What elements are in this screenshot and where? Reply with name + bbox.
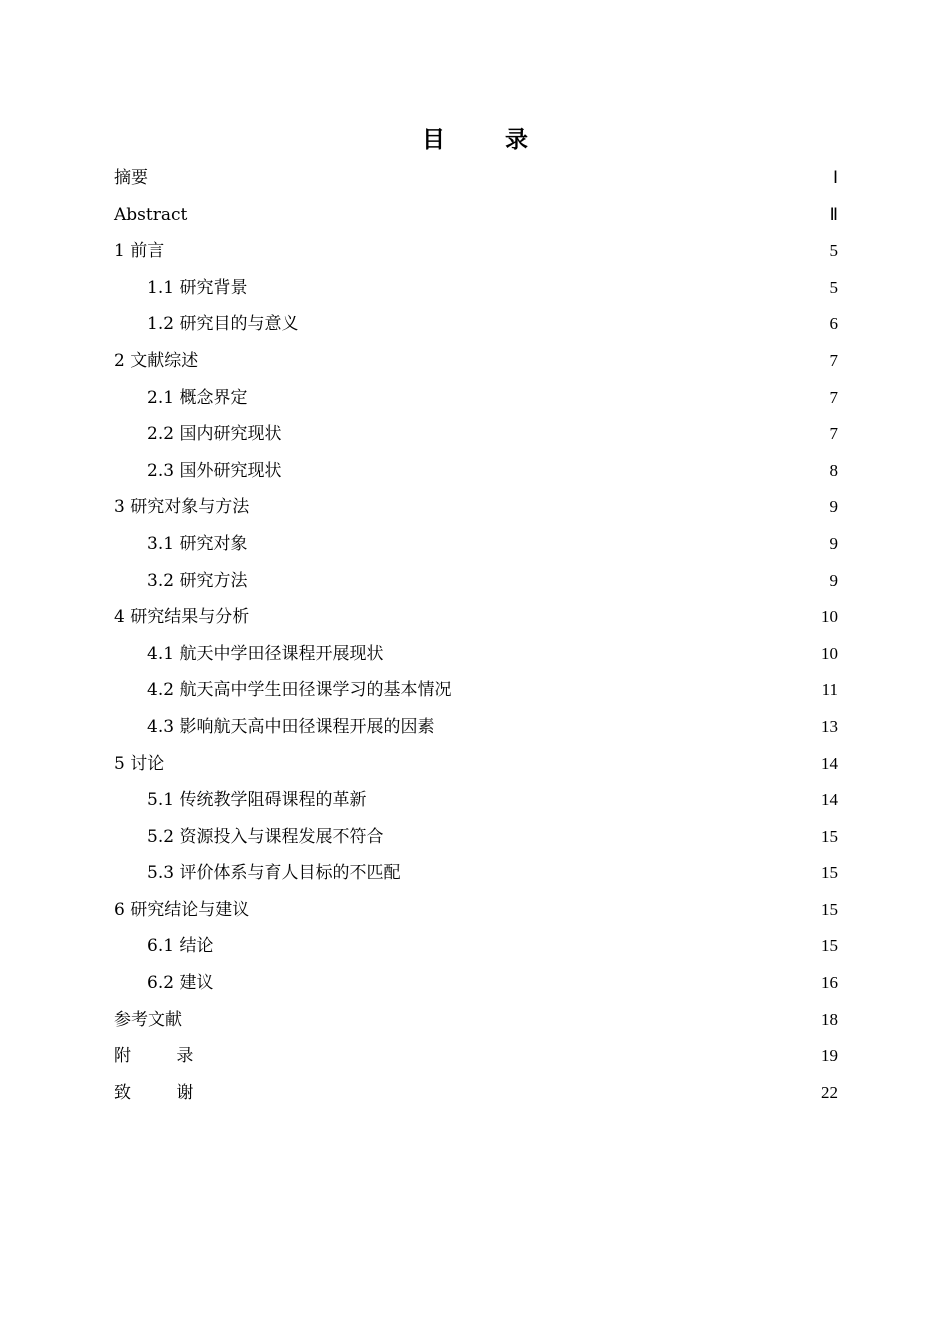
- toc-entry-page-number: 8: [829, 460, 838, 480]
- toc-entry-page-number: 15: [821, 826, 838, 846]
- toc-entry[interactable]: [114, 1002, 838, 1039]
- toc-dot-leader: [149, 178, 832, 179]
- toc-entry[interactable]: [114, 928, 838, 965]
- toc-entry-page-number: 9: [829, 497, 838, 517]
- toc-entry-page-number: 9: [829, 533, 838, 553]
- toc-entry[interactable]: [114, 343, 838, 380]
- table-of-contents: [114, 160, 838, 1111]
- toc-entry[interactable]: [114, 746, 838, 783]
- toc-entry-page-number: 7: [829, 387, 838, 407]
- toc-entry-label: 附 录: [114, 1046, 214, 1067]
- toc-entry-page-number: 6: [829, 314, 838, 334]
- toc-entry-page-number: 15: [821, 863, 838, 883]
- toc-entry-page-number: 14: [821, 753, 838, 773]
- toc-entry-page-number: 18: [821, 1009, 838, 1029]
- toc-dot-leader: [250, 507, 828, 508]
- toc-dot-leader: [165, 763, 820, 764]
- toc-dot-leader: [248, 580, 828, 581]
- toc-entry-label: 2 文献综述: [114, 350, 199, 371]
- toc-entry-label: 3 研究对象与方法: [114, 497, 250, 518]
- toc-entry-page-number: 19: [821, 1046, 838, 1066]
- toc-entry-label: 5.3 评价体系与育人目标的不匹配: [147, 863, 401, 884]
- toc-entry-label: 1.1 研究背景: [147, 277, 248, 298]
- toc-dot-leader: [435, 727, 820, 728]
- toc-entry-label: 致 谢: [114, 1082, 214, 1103]
- toc-entry-page-number: Ⅱ: [829, 204, 838, 224]
- toc-dot-leader: [384, 654, 820, 655]
- toc-entry-label: 4.1 航天中学田径课程开展现状: [147, 643, 384, 664]
- toc-entry[interactable]: [114, 453, 838, 490]
- toc-entry[interactable]: [114, 233, 838, 270]
- toc-entry-label: 6.1 结论: [147, 936, 214, 957]
- toc-entry-page-number: 11: [821, 680, 838, 700]
- toc-entry[interactable]: [114, 160, 838, 197]
- toc-entry-label: 3.2 研究方法: [147, 570, 248, 591]
- toc-entry[interactable]: [114, 782, 838, 819]
- toc-entry-page-number: 14: [821, 790, 838, 810]
- toc-entry[interactable]: [114, 416, 838, 453]
- toc-entry-page-number: 10: [821, 643, 838, 663]
- toc-entry-label: 1 前言: [114, 241, 165, 262]
- toc-entry[interactable]: [114, 965, 838, 1002]
- toc-entry[interactable]: [114, 489, 838, 526]
- toc-entry-label: 2.2 国内研究现状: [147, 424, 282, 445]
- toc-entry[interactable]: [114, 1038, 838, 1075]
- toc-entry[interactable]: [114, 892, 838, 929]
- toc-dot-leader: [250, 910, 820, 911]
- toc-entry[interactable]: [114, 636, 838, 673]
- toc-entry-label: 4 研究结果与分析: [114, 607, 250, 628]
- toc-dot-leader: [299, 324, 828, 325]
- toc-entry[interactable]: [114, 672, 838, 709]
- toc-entry-label: 6.2 建议: [147, 973, 214, 994]
- toc-entry-page-number: 10: [821, 607, 838, 627]
- toc-entry[interactable]: [114, 855, 838, 892]
- toc-entry-label: 1.2 研究目的与意义: [147, 314, 299, 335]
- toc-entry-label: 4.3 影响航天高中田径课程开展的因素: [147, 716, 435, 737]
- toc-dot-leader: [282, 471, 828, 472]
- toc-entry-page-number: 5: [829, 277, 838, 297]
- toc-dot-leader: [214, 946, 820, 947]
- toc-entry[interactable]: [114, 599, 838, 636]
- toc-entry[interactable]: [114, 197, 838, 234]
- toc-entry-page-number: 22: [821, 1082, 838, 1102]
- toc-entry-label: 6 研究结论与建议: [114, 899, 250, 920]
- toc-dot-leader: [248, 397, 828, 398]
- toc-dot-leader: [214, 983, 820, 984]
- toc-entry[interactable]: [114, 380, 838, 417]
- toc-entry[interactable]: [114, 306, 838, 343]
- toc-entry-label: 4.2 航天高中学生田径课学习的基本情况: [147, 680, 452, 701]
- toc-entry-label: 参考文献: [114, 1009, 182, 1030]
- toc-entry-page-number: 9: [829, 570, 838, 590]
- toc-entry-label: 2.1 概念界定: [147, 387, 248, 408]
- toc-entry-label: 3.1 研究对象: [147, 533, 248, 554]
- toc-dot-leader: [183, 1019, 820, 1020]
- toc-dot-leader: [367, 800, 820, 801]
- toc-entry[interactable]: [114, 1075, 838, 1112]
- toc-dot-leader: [188, 214, 828, 215]
- toc-entry-label: Abstract: [114, 204, 188, 225]
- toc-dot-leader: [250, 617, 820, 618]
- toc-entry-label: 5.2 资源投入与课程发展不符合: [147, 826, 384, 847]
- toc-entry-page-number: 13: [821, 716, 838, 736]
- toc-entry[interactable]: [114, 563, 838, 600]
- toc-dot-leader: [165, 251, 828, 252]
- toc-dot-leader: [452, 690, 820, 691]
- toc-dot-leader: [248, 544, 828, 545]
- toc-entry-page-number: 7: [829, 424, 838, 444]
- toc-dot-leader: [199, 361, 828, 362]
- toc-entry-page-number: 5: [829, 241, 838, 261]
- toc-dot-leader: [214, 1093, 820, 1094]
- toc-entry-page-number: 7: [829, 350, 838, 370]
- toc-entry[interactable]: [114, 526, 838, 563]
- toc-dot-leader: [282, 434, 828, 435]
- toc-entry-label: 5 讨论: [114, 753, 165, 774]
- toc-entry[interactable]: [114, 270, 838, 307]
- toc-entry-label: 摘要: [114, 168, 148, 188]
- toc-entry-label: 5.1 传统教学阻碍课程的革新: [147, 790, 367, 811]
- toc-entry-page-number: 15: [821, 899, 838, 919]
- toc-entry[interactable]: [114, 819, 838, 856]
- toc-entry-page-number: 15: [821, 936, 838, 956]
- toc-entry-page-number: Ⅰ: [832, 168, 838, 187]
- toc-entry[interactable]: [114, 709, 838, 746]
- toc-entry-label: 2.3 国外研究现状: [147, 460, 282, 481]
- toc-dot-leader: [384, 836, 820, 837]
- toc-dot-leader: [248, 288, 828, 289]
- page-title: 目 录: [421, 126, 554, 153]
- toc-dot-leader: [214, 1056, 820, 1057]
- toc-entry-page-number: 16: [821, 973, 838, 993]
- toc-dot-leader: [401, 873, 820, 874]
